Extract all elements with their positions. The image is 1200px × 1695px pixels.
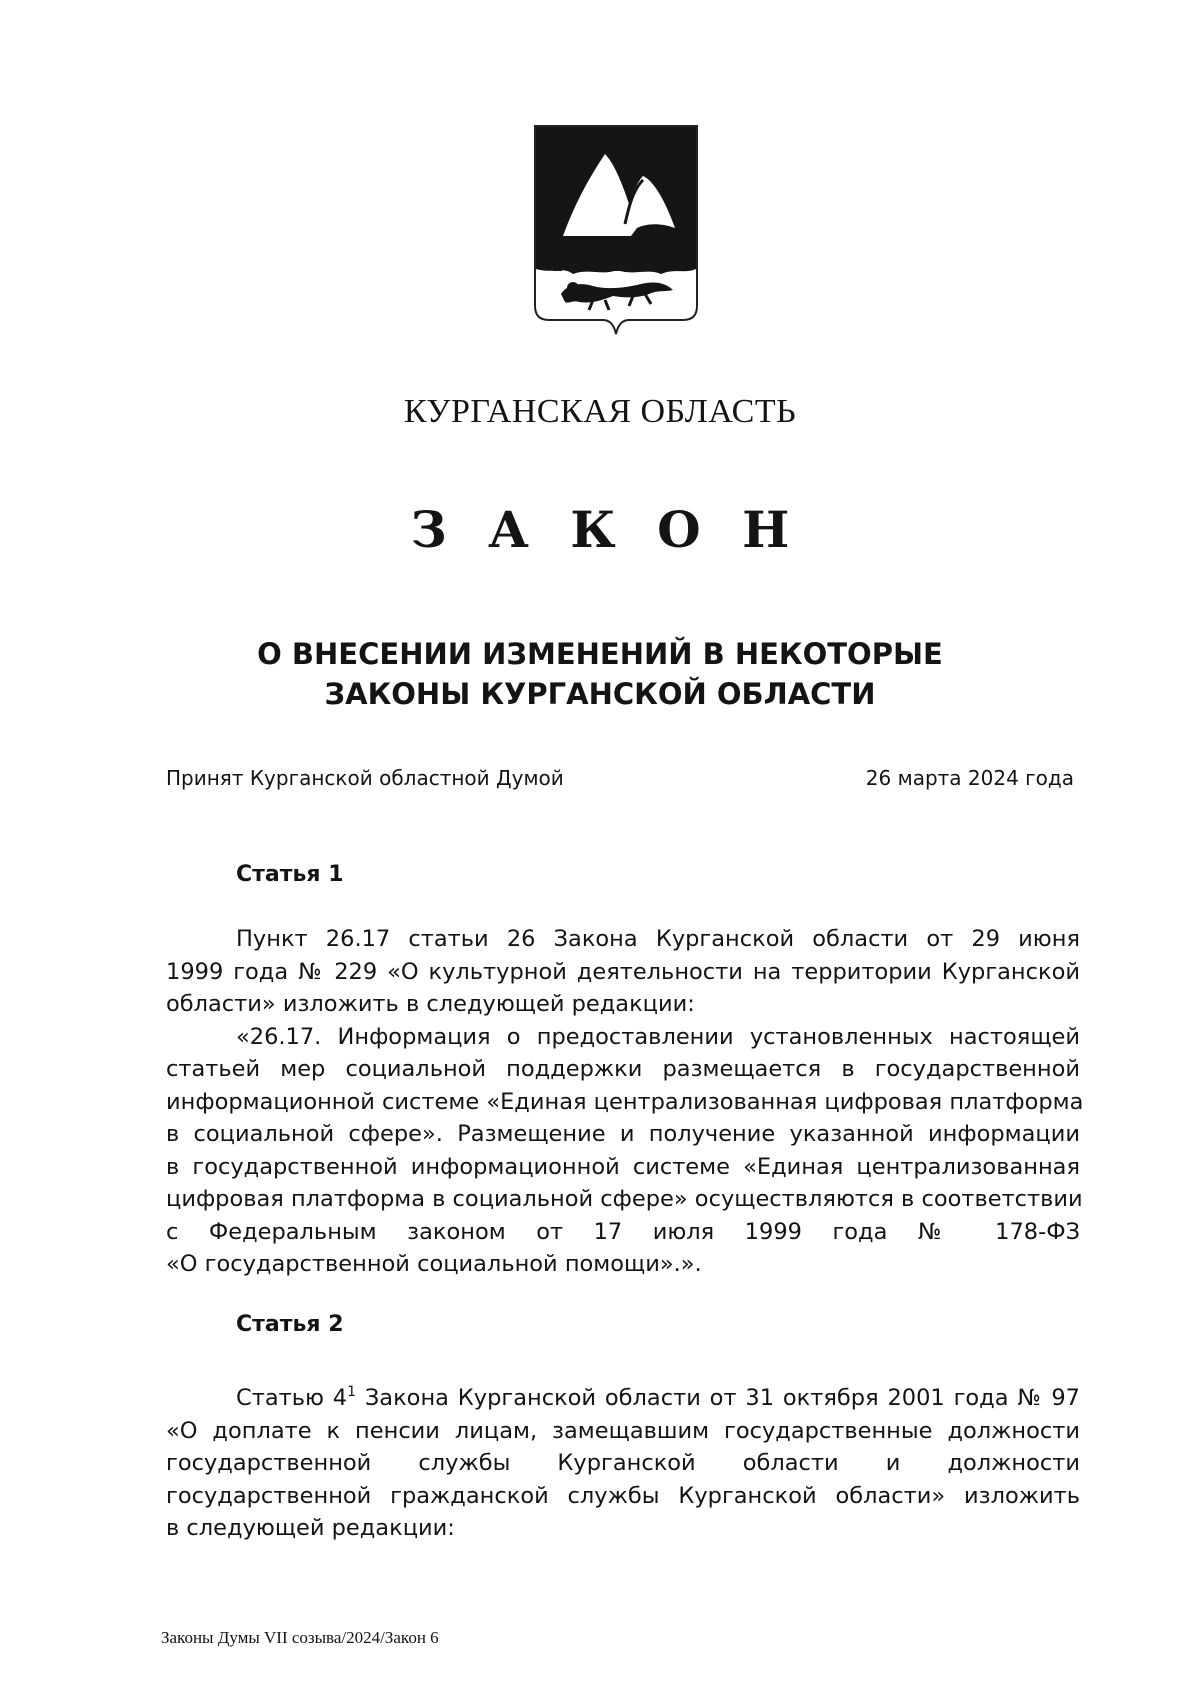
text-line: цифровая платформа в социальной сфере» осуществляются в соответствии [166, 1186, 1083, 1212]
adoption-date: 26 марта 2024 года [865, 766, 1074, 790]
text-fragment: Закона Курганской области от 31 октября 2001 года № 97 [356, 1385, 1080, 1411]
law-title [0, 634, 1200, 714]
text-line: в социальной сфере». Размещение и получение указанной информации [166, 1121, 1080, 1147]
article-1-text [166, 923, 1084, 1281]
text-line: «О государственной социальной помощи».». [166, 1251, 702, 1277]
text-line: информационной системе «Единая централизованная цифровая платформа [166, 1088, 1084, 1115]
text-line: в следующей редакции: [166, 1515, 455, 1541]
text-line: области» изложить в следующей редакции: [166, 991, 695, 1017]
text-line: «26.17. Информация о предоставлении установленных настоящей [236, 1023, 1080, 1050]
law-title-line-2: ЗАКОНЫ КУРГАНСКОЙ ОБЛАСТИ [324, 677, 876, 711]
text-fragment: Статью 4 [236, 1385, 348, 1411]
adopted-by: Принят Курганской областной Думой [166, 766, 564, 790]
text-line: в государственной информационной системе «Единая централизованная [166, 1153, 1080, 1180]
region-name: КУРГАНСКАЯ ОБЛАСТЬ [403, 393, 797, 430]
document-type: З А К О Н [410, 500, 802, 559]
article-2-text [166, 1382, 1080, 1545]
text-line: статьей мер социальной поддержки размещается в государственной [166, 1056, 1080, 1082]
text-line: 1999 года № 229 «О культурной деятельности на территории Курганской [166, 958, 1080, 985]
text-line: Пункт 26.17 статьи 26 Закона Курганской области от 29 июня [236, 926, 1080, 952]
footer-reference: Законы Думы VII созыва/2024/Закон 6 [161, 1628, 439, 1647]
text-line: с Федеральным законом от 17 июля 1999 года № 178-ФЗ [166, 1218, 1080, 1245]
article-1-heading: Статья 1 [236, 862, 344, 887]
article-2-heading: Статья 2 [236, 1312, 344, 1337]
coat-of-arms-emblem [533, 124, 699, 356]
text-line: «О доплате к пенсии лицам, замещавшим государственные должности [166, 1417, 1080, 1444]
text-line: государственной службы Курганской области и должности [166, 1450, 1080, 1476]
superscript: 1 [347, 1384, 357, 1400]
text-line [166, 1382, 1080, 1415]
text-line: государственной гражданской службы Курганской области» изложить [166, 1482, 1080, 1509]
law-title-line-1: О ВНЕСЕНИИ ИЗМЕНЕНИЙ В НЕКОТОРЫЕ [257, 637, 943, 671]
